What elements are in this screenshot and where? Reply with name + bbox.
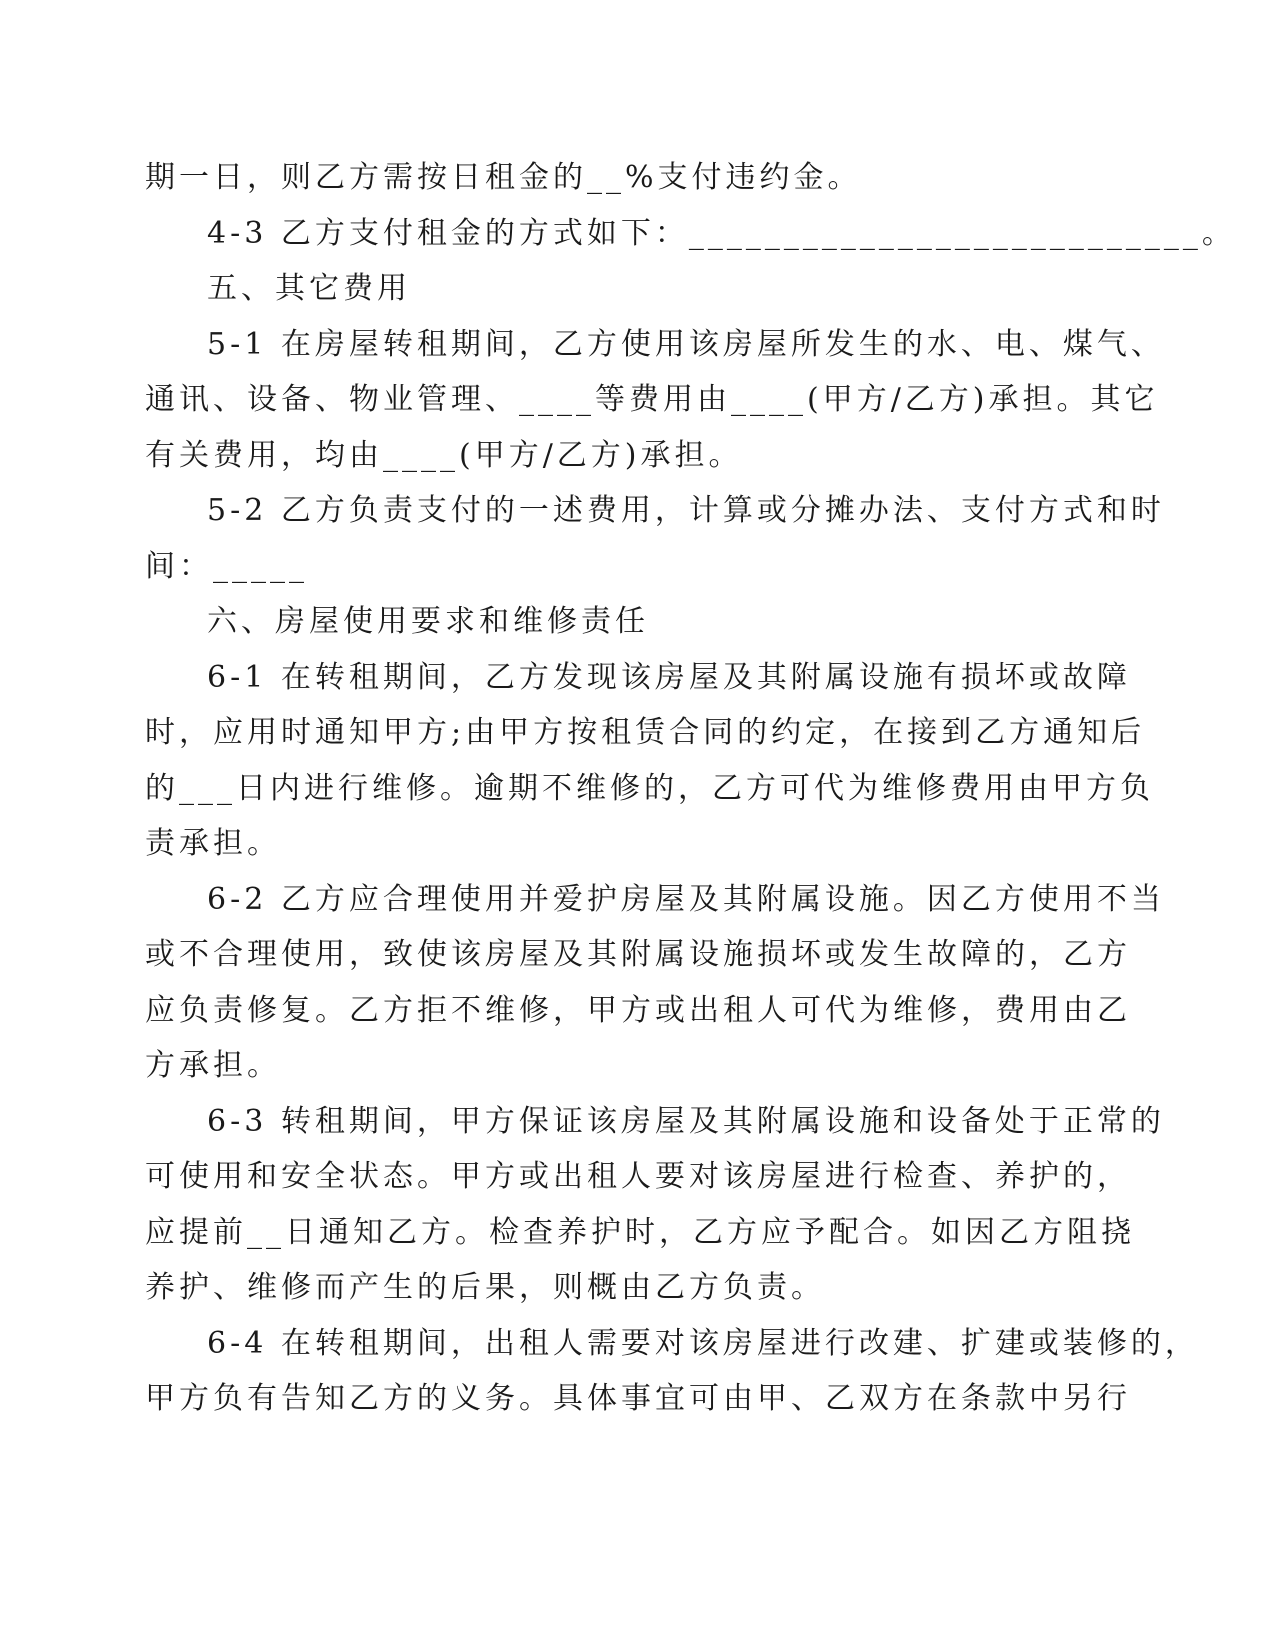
text-line: 应负责修复。乙方拒不维修，甲方或出租人可代为维修，费用由乙: [145, 992, 1131, 1028]
text-line: 6-3 转租期间，甲方保证该房屋及其附属设施和设备处于正常的: [207, 1103, 1165, 1139]
text-line: 方承担。: [145, 1048, 281, 1083]
text-line: 期一日，则乙方需按日租金的__%支付违约金。: [145, 160, 862, 195]
text-line: 养护、维修而产生的后果，则概由乙方负责。: [145, 1270, 825, 1305]
text-line: 可使用和安全状态。甲方或出租人要对该房屋进行检查、养护的，: [145, 1159, 1131, 1194]
text-line: 有关费用，均由____(甲方/乙方)承担。: [145, 437, 743, 473]
text-line: 甲方负有告知乙方的义务。具体事宜可由甲、乙双方在条款中另行: [145, 1381, 1131, 1416]
section-heading: 六、房屋使用要求和维修责任: [207, 604, 649, 639]
text-line: 6-4 在转租期间，出租人需要对该房屋进行改建、扩建或装修的，: [207, 1325, 1199, 1361]
text-line: 时，应用时通知甲方;由甲方按租赁合同的约定，在接到乙方通知后: [145, 715, 1146, 750]
text-line: 的___日内进行维修。逾期不维修的，乙方可代为维修费用由甲方负: [145, 770, 1154, 806]
text-line: 通讯、设备、物业管理、____等费用由____(甲方/乙方)承担。其它: [145, 382, 1159, 417]
text-line: 5-2 乙方负责支付的一述费用，计算或分摊办法、支付方式和时: [207, 493, 1165, 528]
text-line: 6-2 乙方应合理使用并爱护房屋及其附属设施。因乙方使用不当: [207, 881, 1165, 917]
text-line: 5-1 在房屋转租期间，乙方使用该房屋所发生的水、电、煤气、: [207, 326, 1165, 362]
text-line: 或不合理使用，致使该房屋及其附属设施损坏或发生故障的，乙方: [145, 937, 1131, 972]
document-body: [145, 150, 1236, 1427]
section-heading: 五、其它费用: [207, 271, 411, 306]
text-line: 间：_____: [145, 548, 308, 584]
text-line: 应提前__日通知乙方。检查养护时，乙方应予配合。如因乙方阻挠: [145, 1214, 1135, 1250]
text-line: 责承担。: [145, 826, 281, 861]
text-line: 6-1 在转租期间，乙方发现该房屋及其附属设施有损坏或故障: [207, 659, 1131, 695]
text-line: 4-3 乙方支付租金的方式如下：___________________________。: [207, 215, 1236, 251]
